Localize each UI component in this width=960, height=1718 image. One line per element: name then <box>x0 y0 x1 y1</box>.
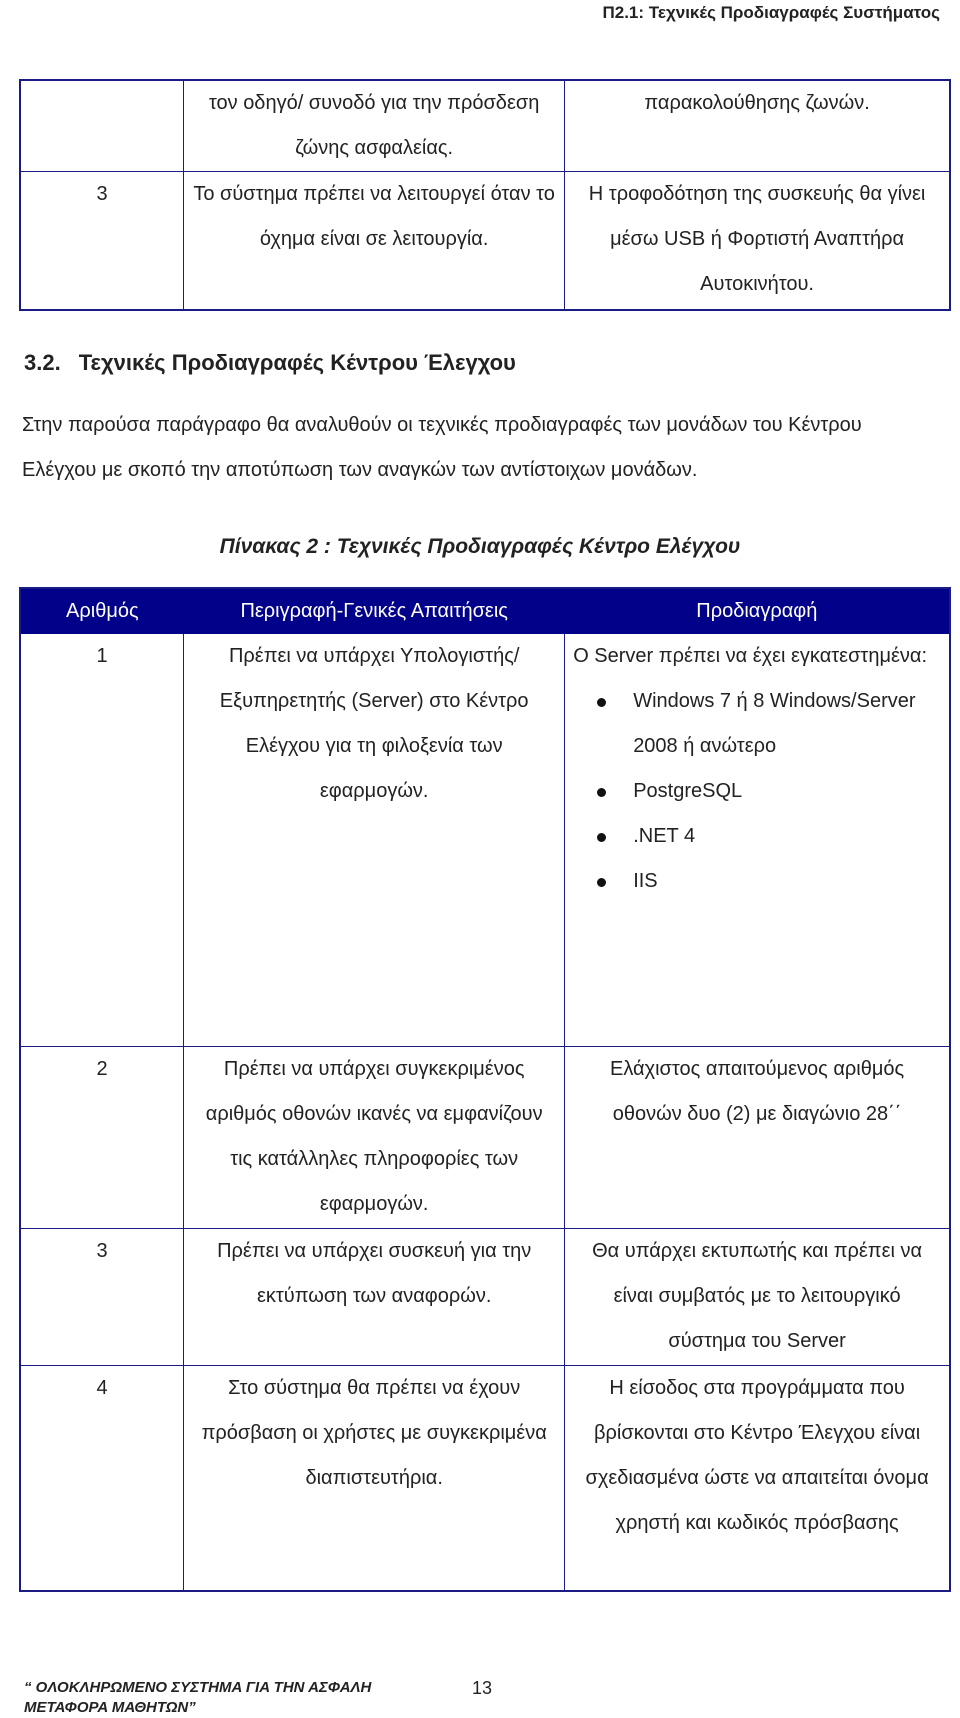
cell-spec <box>565 634 950 1046</box>
cell-description: Πρέπει να υπάρχει συσκευή για την εκτύπωση των αναφορών. <box>184 1228 565 1365</box>
table-caption: Πίνακας 2 : Τεχνικές Προδιαγραφές Κέντρο Ελέγχου <box>219 535 741 558</box>
cell-spec: Η είσοδος στα προγράμματα που βρίσκονται στο Κέντρο Έλεγχου είναι σχεδιασμένα ώστε να απαιτείται όνομα χρηστή και κωδικός πρόσβασης <box>565 1365 950 1591</box>
cell-description: Πρέπει να υπάρχει Υπολογιστής/Εξυπηρετητής (Server) στο Κέντρο Ελέγχου για τη φιλοξενία των εφαρμογών. <box>184 634 565 1046</box>
table-row <box>20 80 950 172</box>
cell-number: 3 <box>20 172 184 310</box>
table-header-row <box>20 588 950 634</box>
header-description: Περιγραφή-Γενικές Απαιτήσεις <box>184 588 565 634</box>
list-item: Windows 7 ή 8 Windows/Server 2008 ή ανώτερο <box>633 679 941 769</box>
footer-document-title <box>24 1678 371 1718</box>
cell-number <box>20 80 184 172</box>
spec-intro: Ο Server πρέπει να έχει εγκατεστημένα: <box>573 645 927 667</box>
footer-title-line: ΜΕΤΑΦΟΡΑ ΜΑΘΗΤΩΝ” <box>24 1699 196 1716</box>
table-row <box>20 1228 950 1365</box>
spec-list <box>573 679 941 904</box>
cell-description: Το σύστημα πρέπει να λειτουργεί όταν το όχημα είναι σε λειτουργία. <box>184 172 565 310</box>
cell-description: Στο σύστημα θα πρέπει να έχουν πρόσβαση οι χρήστες με συγκεκριμένα διαπιστευτήρια. <box>184 1365 565 1591</box>
cell-description: Πρέπει να υπάρχει συγκεκριμένος αριθμός οθονών ικανές να εμφανίζουν τις κατάλληλες πληροφορίες των εφαρμογών. <box>184 1046 565 1228</box>
cell-number: 2 <box>20 1046 184 1228</box>
cell-spec: Ελάχιστος απαιτούμενος αριθμός οθονών δυο (2) με διαγώνιο 28΄΄ <box>565 1046 950 1228</box>
page-number: 13 <box>472 1678 493 1698</box>
cell-number: 3 <box>20 1228 184 1365</box>
requirements-table-continued <box>19 79 951 311</box>
cell-description: τον οδηγό/ συνοδό για την πρόσδεση ζώνης ασφαλείας. <box>184 80 565 172</box>
list-item: IIS <box>633 859 941 904</box>
table-row <box>20 1046 950 1228</box>
footer-title-line: “ ΟΛΟΚΛΗΡΩΜΕΝΟ ΣΥΣΤΗΜΑ ΓΙΑ ΤΗΝ ΑΣΦΑΛΗ <box>24 1679 372 1696</box>
header-spec: Προδιαγραφή <box>565 588 950 634</box>
list-item: .NET 4 <box>633 814 941 859</box>
header-number: Αριθμός <box>20 588 184 634</box>
cell-spec: Θα υπάρχει εκτυπωτής και πρέπει να είναι συμβατός με το λειτουργικό σύστημα του Server <box>565 1228 950 1365</box>
cell-number: 1 <box>96 645 108 667</box>
table-row <box>20 634 950 1046</box>
table-row <box>20 1365 950 1591</box>
document-header-title: Π2.1: Τεχνικές Προδιαγραφές Συστήματος <box>602 3 940 22</box>
section-heading <box>24 350 516 376</box>
section-paragraph: Στην παρούσα παράγραφο θα αναλυθούν οι τεχνικές προδιαγραφές των μονάδων του Κέντρου Ελέγχου με σκοπό την αποτύπωση των αναγκών των αντίστοιχων μονάδων. <box>22 414 862 481</box>
cell-spec: παρακολούθησης ζωνών. <box>565 80 950 172</box>
section-number: 3.2. <box>24 350 61 375</box>
table-row <box>20 172 950 310</box>
section-title: Τεχνικές Προδιαγραφές Κέντρου Έλεγχου <box>78 350 516 375</box>
cell-spec: Η τροφοδότηση της συσκευής θα γίνει μέσω USB ή Φορτιστή Αναπτήρα Αυτοκινήτου. <box>565 172 950 310</box>
cell-number: 4 <box>20 1365 184 1591</box>
control-center-specs-table <box>19 587 951 1592</box>
list-item: PostgreSQL <box>633 769 941 814</box>
